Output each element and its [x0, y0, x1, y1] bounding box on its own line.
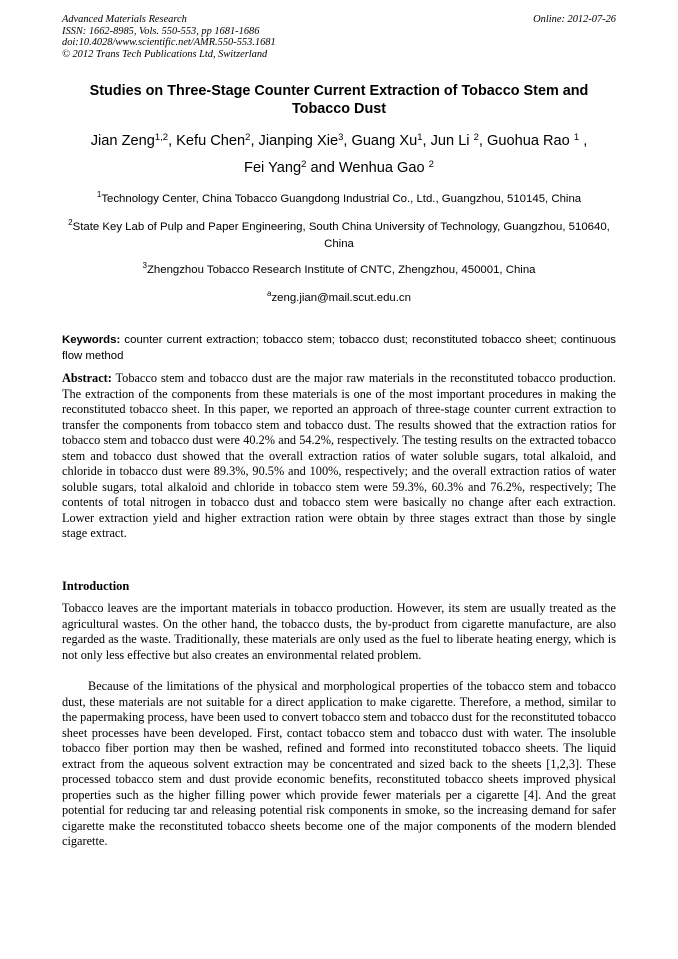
- author-affiliation-mark: 2: [301, 159, 307, 170]
- journal-header: [62, 14, 616, 60]
- affiliation-mark: 1: [96, 190, 102, 199]
- doi-line: doi:10.4028/www.scientific.net/AMR.550-553.1681: [62, 37, 276, 49]
- author-separator: ,: [478, 133, 488, 149]
- online-date: Online: 2012-07-26: [533, 14, 616, 25]
- affiliation-1: [62, 191, 616, 208]
- abstract-text: Tobacco stem and tobacco dust are the major raw materials in the reconstituted tobacco production. The extraction of the components from these materials is one of the most important procedures in making the reconstituted tobacco sheet. In this paper, we reported an approach of three-stage counter current extraction to transfer the components from tobacco stem and tobacco dust. The results showed that the extraction ratios for tobacco stem and tobacco dust were 40.2% and 54.2%, respectively. The testing results on the extracted tobacco stem and tobacco dust showed that the overall extraction ratios of water soluble sugars, total alkaloid, and chloride in tobacco dust were 89.3%, 90.5% and 100%, respectively; and the overall extraction ratios of water soluble sugars, total alkaloid and chloride in tobacco stem were 59.3%, 60.3% and 76.2%, respectively; The contents of total nitrogen in tobacco dust and tobacco stem were basically no change after each extraction. Lower extraction yield and higher extraction ration were obtain by three stages extract than those by single stage extract.: [62, 371, 616, 541]
- contact-email: [62, 290, 616, 307]
- author-separator: ,: [343, 133, 352, 149]
- affiliation-3: [62, 262, 616, 279]
- keywords-text: counter current extraction; tobacco stem; tobacco dust; reconstituted tobacco sheet; continuous flow method: [62, 334, 616, 363]
- author-affiliation-mark: 1,2: [154, 132, 169, 143]
- author-affiliation-mark: 2: [245, 132, 251, 143]
- title-line-2: Tobacco Dust: [291, 101, 387, 117]
- author-name: Jun Li: [430, 133, 474, 149]
- abstract-section: [62, 371, 616, 542]
- author-affiliation-mark: 2: [428, 159, 434, 170]
- copyright-line: © 2012 Trans Tech Publications Ltd, Switzerland: [62, 48, 268, 60]
- email-address: zeng.jian@mail.scut.edu.cn: [271, 292, 411, 304]
- author-separator: ,: [168, 133, 177, 149]
- author-name: Wenhua Gao: [338, 160, 429, 176]
- author-separator: ,: [250, 133, 259, 149]
- author-affiliation-mark: 1: [417, 132, 423, 143]
- author-name: Fei Yang: [244, 160, 302, 176]
- author-name: Kefu Chen: [176, 133, 246, 149]
- journal-name: Advanced Materials Research: [62, 14, 187, 25]
- affiliation-text: Zhengzhou Tobacco Research Institute of CNTC, Zhengzhou, 450001, China: [146, 264, 536, 276]
- paper-title: [62, 82, 616, 118]
- affiliation-mark: 3: [142, 261, 147, 270]
- affiliation-text: Technology Center, China Tobacco Guangdong Industrial Co., Ltd., Guangzhou, 510145, China: [101, 193, 582, 205]
- author-name: Guohua Rao: [487, 133, 574, 149]
- issn-line: ISSN: 1662-8985, Vols. 550-553, pp 1681-1686: [62, 25, 260, 37]
- title-line-1: Studies on Three-Stage Counter Current Extraction of Tobacco Stem and: [89, 83, 589, 99]
- keywords-label: Keywords:: [62, 334, 121, 346]
- keywords-section: [62, 332, 616, 365]
- author-affiliation-mark: 2: [473, 132, 479, 143]
- author-name: Jian Zeng: [90, 133, 155, 149]
- affiliation-2: [62, 219, 616, 252]
- abstract-label: Abstract:: [62, 371, 112, 385]
- introduction-heading: Introduction: [62, 579, 130, 593]
- author-name: Guang Xu: [351, 133, 418, 149]
- author-list: [62, 128, 616, 182]
- introduction-paragraph-1: Tobacco leaves are the important materials in tobacco production. However, its stem are usually treated as the agricultural wastes. On the other hand, the tobacco dusts, the by-product from cigarette manufacture, are also regarded as the waste. Traditionally, these materials are only used as the fuel to liberate heating energy, which is not only less effective but also creates an environmental related problem.: [62, 601, 616, 662]
- email-mark: a: [267, 289, 272, 298]
- author-separator: and: [306, 160, 339, 176]
- affiliation-mark: 2: [68, 218, 73, 227]
- affiliation-text: State Key Lab of Pulp and Paper Engineering, South China University of Technology, Guangzhou, 510640, China: [72, 221, 610, 250]
- author-name: Jianping Xie: [258, 133, 339, 149]
- author-separator: ,: [422, 133, 431, 149]
- author-affiliation-mark: 1: [573, 132, 580, 143]
- author-separator: ,: [579, 133, 588, 149]
- author-affiliation-mark: 3: [338, 132, 344, 143]
- introduction-paragraph-2: Because of the limitations of the physical and morphological properties of the tobacco stem and tobacco dust, these materials are not suitable for a direct application to make cigarette. Therefore, a method, similar to the papermaking process, have been used to convert tobacco stem and tobacco dust for the reconstituted tobacco sheet processes have been developed. First, contact tobacco stem and tobacco dust with water. The insoluble tobacco fiber portion may then be washed, refined and formed into reconstituted tobacco sheets. The liquid extract from the aqueous solvent extraction may be concentrated and sized back to the sheets [1,2,3]. These processed tobacco stem and dust provide economic benefits, reconstituted tobacco sheets improved physical properties such as the higher filling power which provide fewer materials per a cigarette [4]. And the great potential for reducing tar and releasing potential risk components in smoke, so the increasing demand for safer cigarette make the reconstituted tobacco sheets become one of the major components of the modern blended cigarette.: [62, 679, 616, 849]
